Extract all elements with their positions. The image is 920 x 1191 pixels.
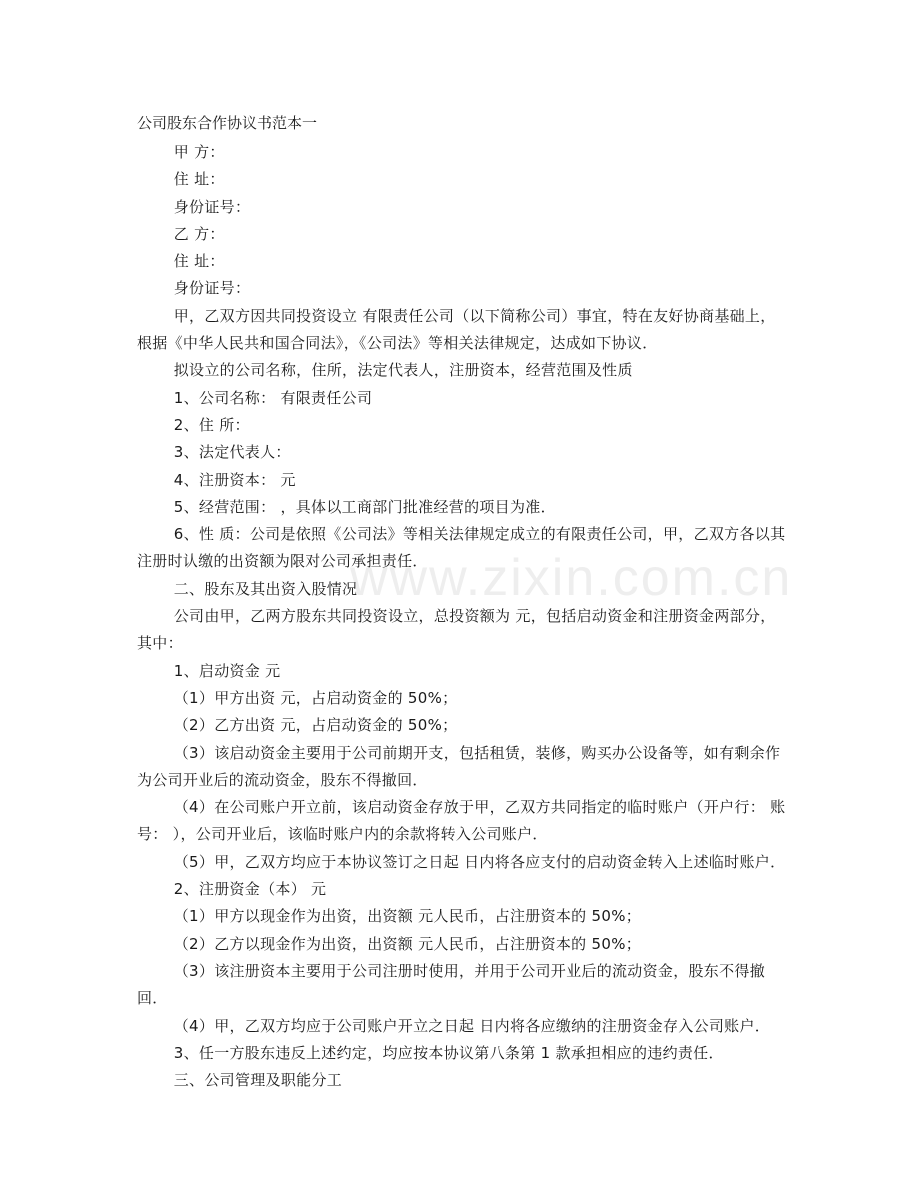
paragraph: 三、公司管理及职能分工 bbox=[173, 1071, 343, 1090]
paragraph: 身份证号： bbox=[173, 197, 251, 216]
paragraph: 6、性 质：公司是依照《公司法》等相关法律规定成立的有限责任公司，甲，乙双方各以其注册时认缴的出资额为限对公司承担责任． bbox=[137, 525, 786, 571]
paragraph: 3、法定代表人： bbox=[173, 443, 291, 462]
paragraph: （2）乙方以现金作为出资，出资额 元人民币，占注册资本的 50%； bbox=[173, 934, 642, 953]
document-body bbox=[137, 139, 787, 1094]
paragraph: 2、住 所： bbox=[173, 415, 250, 434]
paragraph: （5）甲，乙双方均应于本协议签订之日起 日内将各应支付的启动资金转入上述临时账户． bbox=[173, 852, 786, 871]
paragraph: 4、注册资本： 元 bbox=[173, 470, 296, 489]
paragraph: （3）该注册资本主要用于公司注册时使用，并用于公司开业后的流动资金，股东不得撤回． bbox=[137, 961, 765, 1008]
paragraph: 乙 方： bbox=[173, 224, 225, 243]
paragraph: 住 址： bbox=[173, 252, 225, 271]
paragraph: （1）甲方出资 元，占启动资金的 50%； bbox=[173, 688, 458, 707]
paragraph: （4）在公司账户开立前，该启动资金存放于甲，乙双方共同指定的临时账户（开户行： 账号： ），公司开业后，该临时账户内的余款将转入公司账户． bbox=[137, 798, 786, 844]
paragraph: 公司由甲，乙两方股东共同投资设立，总投资额为 元，包括启动资金和注册资金两部分，其中： bbox=[137, 607, 776, 653]
watermark: www.zixin.com.cn bbox=[350, 549, 793, 607]
paragraph: 2、注册资金（本） 元 bbox=[173, 880, 327, 899]
paragraph: 甲，乙双方因共同投资设立 有限责任公司（以下简称公司）事宜，特在友好协商基础上，根据《中华人民共和国合同法》，《公司法》等相关法律规定，达成如下协议． bbox=[137, 306, 776, 353]
paragraph: 1、公司名称： 有限责任公司 bbox=[173, 388, 373, 407]
paragraph: 3、任一方股东违反上述约定，均应按本协议第八条第 1 款承担相应的违约责任． bbox=[173, 1043, 724, 1062]
paragraph: （1）甲方以现金作为出资，出资额 元人民币，占注册资本的 50%； bbox=[173, 907, 642, 926]
paragraph: （3）该启动资金主要用于公司前期开支，包括租赁，装修，购买办公设备等，如有剩余作为公司开业后的流动资金，股东不得撤回． bbox=[137, 743, 781, 789]
paragraph: 二、股东及其出资入股情况 bbox=[173, 579, 358, 598]
paragraph: 1、启动资金 元 bbox=[173, 661, 281, 680]
paragraph: 5、经营范围： ，具体以工商部门批准经营的项目为准． bbox=[173, 497, 556, 516]
paragraph: （4）甲，乙双方均应于公司账户开立之日起 日内将各应缴纳的注册资金存入公司账户． bbox=[173, 1016, 771, 1035]
paragraph: 住 址： bbox=[173, 170, 225, 189]
paragraph: 甲 方： bbox=[173, 143, 225, 161]
paragraph: 拟设立的公司名称，住所，法定代表人，注册资本，经营范围及性质 bbox=[173, 361, 633, 380]
paragraph: 身份证号： bbox=[173, 279, 251, 298]
paragraph: （2）乙方出资 元，占启动资金的 50%； bbox=[173, 716, 458, 735]
document-title: 公司股东合作协议书范本一 bbox=[137, 114, 318, 132]
